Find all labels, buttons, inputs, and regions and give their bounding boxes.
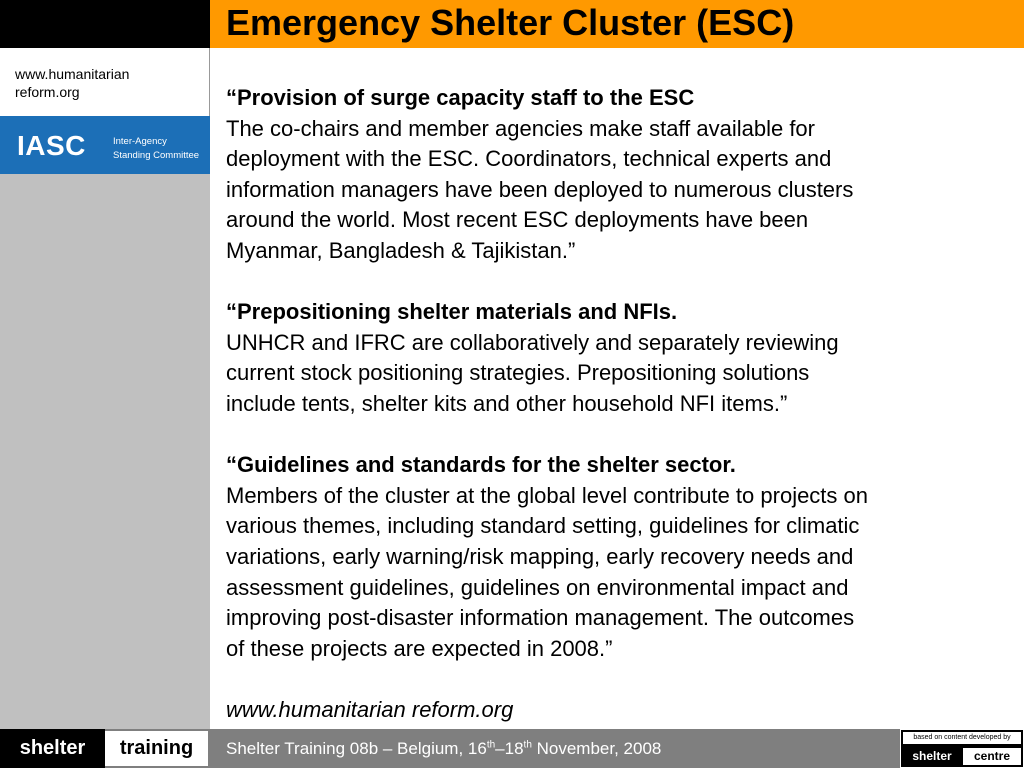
footer-text-c: November, 2008: [531, 739, 662, 758]
body-line: UNHCR and IFRC are collaboratively and separately reviewing: [226, 329, 839, 355]
body-line: various themes, including standard setting, guidelines for climatic: [226, 513, 860, 539]
iasc-name-line1: Inter-Agency: [113, 136, 167, 147]
reform-link[interactable]: www.humanitarian reform.org: [226, 696, 514, 722]
sidebar-url[interactable]: [15, 65, 129, 101]
badge-shelter: shelter: [912, 749, 952, 763]
body-line: Myanmar, Bangladesh & Tajikistan.”: [226, 237, 576, 263]
body-line: of these projects are expected in 2008.”: [226, 635, 613, 661]
title-bar: [210, 0, 1024, 48]
section-heading: “Guidelines and standards for the shelter sector.: [226, 452, 736, 478]
body-line: assessment guidelines, guidelines on environmental impact and: [226, 574, 849, 600]
footer-bar: [0, 729, 1024, 768]
page-title: Emergency Shelter Cluster (ESC): [226, 2, 795, 43]
body-line: deployment with the ESC. Coordinators, technical experts and: [226, 146, 832, 172]
section-heading: “Provision of surge capacity staff to the ESC: [226, 85, 695, 110]
left-sidebar: [0, 48, 210, 729]
footer-sup-2: th: [523, 739, 532, 751]
shelter-centre-badge: [900, 729, 1024, 768]
iasc-logo: [0, 116, 210, 174]
spacer: [226, 664, 1006, 695]
footer-text-a: Shelter Training 08b – Belgium, 16: [226, 739, 487, 758]
spacer: [226, 420, 1006, 451]
iasc-logo-text: IASC: [17, 130, 86, 161]
footer-event-text: [226, 729, 661, 768]
body-line: improving post-disaster information management. The outcomes: [226, 605, 855, 631]
header-corner-block: [0, 0, 210, 48]
footer-text-b: –18: [495, 739, 524, 758]
sidebar-url-line1: www.humanitarian: [15, 66, 130, 82]
body-line: around the world. Most recent ESC deployments have been: [226, 207, 809, 233]
footer-sup-1: th: [486, 739, 496, 751]
body-line: current stock positioning strategies. Prepositioning solutions: [226, 360, 810, 386]
body-line: include tents, shelter kits and other household NFI items.”: [226, 390, 788, 416]
sidebar-url-line2: reform.org: [15, 84, 80, 100]
badge-caption: based on content developed by: [903, 732, 1021, 744]
footer-shelter-label: shelter: [0, 729, 105, 768]
section-heading: “Prepositioning shelter materials and NFIs.: [226, 299, 678, 325]
footer-training-label: training: [105, 731, 208, 766]
iasc-name-line2: Standing Committee: [113, 150, 200, 161]
badge-centre: centre: [963, 748, 1021, 765]
spacer: [226, 267, 1006, 298]
body-line: variations, early warning/risk mapping, early recovery needs and: [226, 543, 854, 569]
body-line: information managers have been deployed to numerous clusters: [226, 176, 854, 202]
url-box[interactable]: [0, 48, 210, 116]
slide-body: [226, 83, 1006, 725]
body-line: Members of the cluster at the global level contribute to projects on: [226, 482, 869, 508]
body-line: The co-chairs and member agencies make staff available for: [226, 115, 815, 141]
iasc-full-name: [113, 135, 199, 163]
